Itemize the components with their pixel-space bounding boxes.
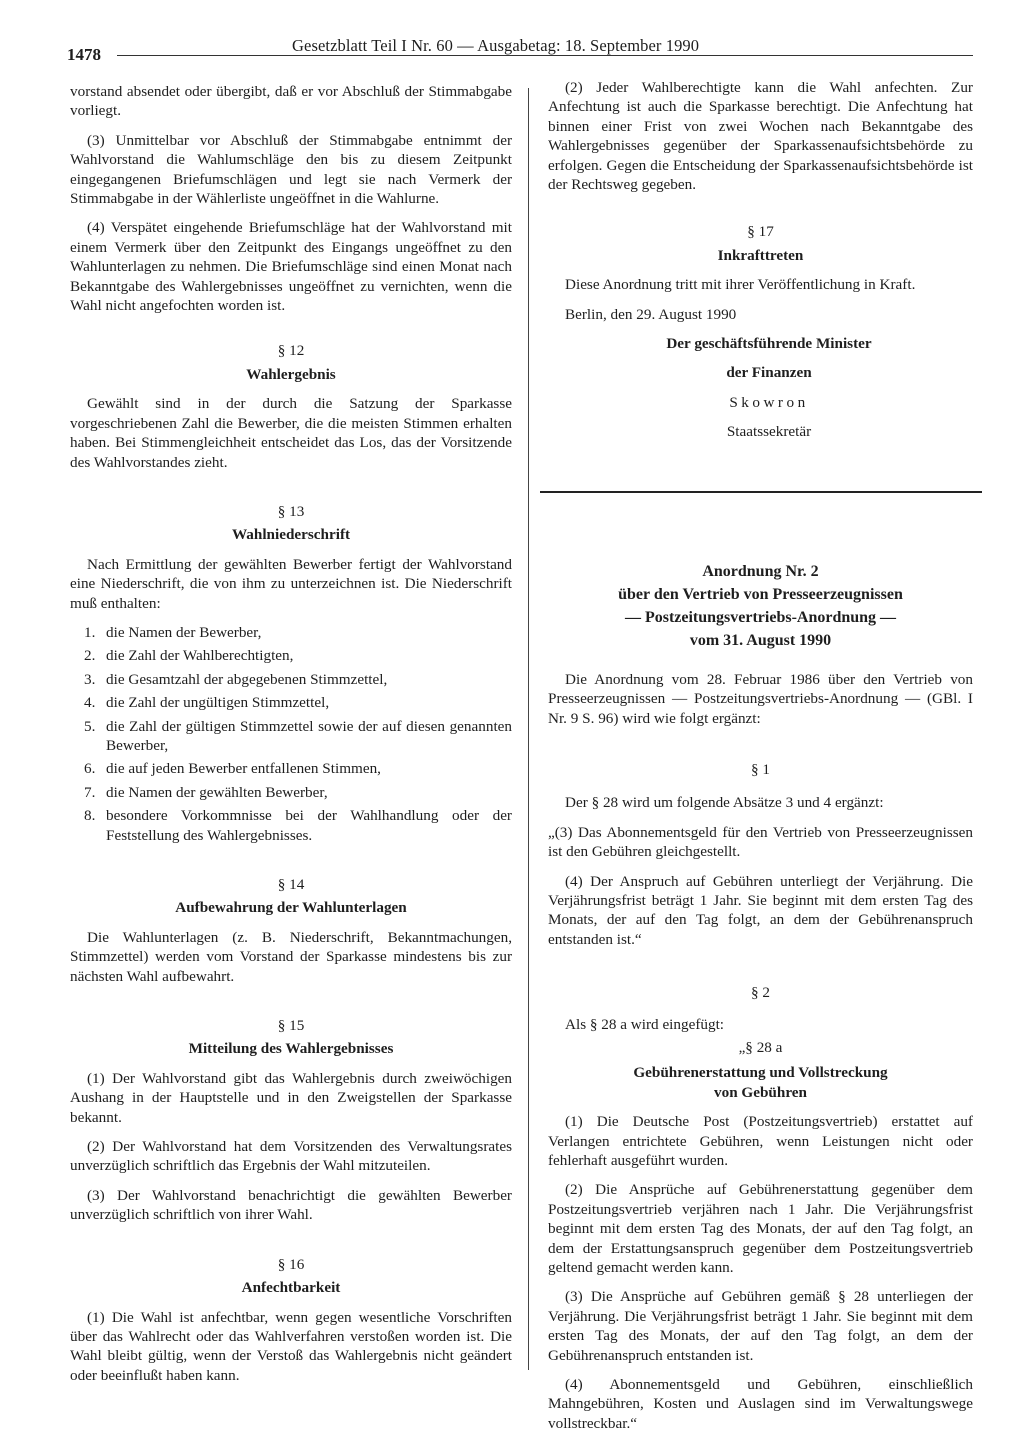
list-item <box>70 806 512 845</box>
list-item <box>70 717 512 756</box>
section-15-number: § 15 <box>277 1017 305 1035</box>
paragraph-15-1: (1) Der Wahlvorstand gibt das Wahlergebnis durch zweiwöchigen Aushang in der Hauptstelle und in den Zweigstellen der Sparkasse bekannt. <box>70 1069 512 1126</box>
list-item-text: die Gesamtzahl der abgegebenen Stimmzettel, <box>106 670 388 688</box>
list-item <box>70 783 512 802</box>
decree-title-line-4: vom 31. August 1990 <box>689 631 832 649</box>
paragraph-15-3: (3) Der Wahlvorstand benachrichtigt die gewählten Bewerber unverzüglich schriftlich von ihrer Wahl. <box>70 1186 512 1224</box>
section-14-title: Aufbewahrung der Wahlunterlagen <box>175 899 407 917</box>
section-16-title: Anfechtbarkeit <box>241 1279 341 1297</box>
section-12-title: Wahlergebnis <box>246 365 336 383</box>
running-head: Gesetzblatt Teil I Nr. 60 — Ausgabetag: 18. September 1990 <box>292 36 700 55</box>
list-13 <box>70 623 512 845</box>
signer-role: Staatssekretär <box>726 423 812 441</box>
paragraph-continued: vorstand absendet oder übergibt, daß er vor Abschluß der Stimmabgabe vorliegt. <box>70 83 512 120</box>
paragraph-17-1: Diese Anordnung tritt mit ihrer Veröffentlichung in Kraft. <box>565 276 916 294</box>
paragraph-a1-2: „(3) Das Abonnementsgeld für den Vertrieb von Presseerzeugnissen ist den Gebühren gleichgestellt. <box>548 823 973 861</box>
list-item-text: die Zahl der Wahlberechtigten, <box>106 647 294 665</box>
place-and-date: Berlin, den 29. August 1990 <box>565 305 737 323</box>
list-item-text: die Namen der Bewerber, <box>106 623 262 641</box>
list-item-text: die Zahl der ungültigen Stimmzettel, <box>106 694 330 712</box>
header-rule <box>117 55 973 56</box>
list-item-number: 2. <box>84 647 96 665</box>
page-number: 1478 <box>67 45 101 64</box>
decree-title-line-3: — Postzeitungsvertriebs-Anordnung — <box>624 608 897 626</box>
paragraph-11-4: (4) Verspätet eingehende Briefumschläge hat der Wahlvorstand mit einem Vermerk über den Zeitpunkt des Eingangs ungeöffnet zu den Wahlunterlagen zu nehmen. Die Briefumschläge sind einen Monat nach Bekanntgabe des Wahlergebnisses ungeöffnet zu vernichten, wenn die Wahl nicht angefochten worden ist. <box>70 219 512 315</box>
paragraph-a1-3: (4) Der Anspruch auf Gebühren unterliegt der Verjährung. Die Verjährungsfrist beträgt 1 Jahr. Sie beginnt mit dem ersten Tag des Monats, der auf den Tag folgt, an dem der Gebührenanspruch entstanden ist.“ <box>548 872 973 948</box>
list-item <box>70 759 512 778</box>
paragraph-12-1: Gewählt sind in der durch die Satzung der Sparkasse vorgeschriebenen Zahl die Bewerber, die die meisten Stimmen erhalten haben. Bei Stimmengleichheit entscheidet das Los, das der Vorsitzende des Wahlvorstandes zieht. <box>70 395 512 471</box>
section-17-number: § 17 <box>747 223 774 241</box>
section-13-number: § 13 <box>277 502 305 520</box>
paragraph-a2-1: Als § 28 a wird eingefügt: <box>565 1015 725 1033</box>
list-item-number: 8. <box>84 807 96 825</box>
paragraph-a1-1: Der § 28 wird um folgende Absätze 3 und 4 ergänzt: <box>565 794 884 812</box>
paragraph-15-2: (2) Der Wahlvorstand hat dem Vorsitzenden des Verwaltungsrates unverzüglich schriftlich das Ergebnis der Wahl mitzuteilen. <box>70 1138 512 1175</box>
list-item-text: besondere Vorkommnisse bei der Wahlhandlung oder der Feststellung des Wahlergebnisses. <box>106 807 512 844</box>
quoted-section-number: „§ 28 a <box>738 1038 783 1056</box>
right-column <box>548 78 973 1443</box>
quoted-section-title-line-2: von Gebühren <box>714 1083 807 1101</box>
article-1-number: § 1 <box>751 760 770 778</box>
section-17-title: Inkrafttreten <box>717 246 804 264</box>
signature-block <box>548 334 973 442</box>
list-item-number: 7. <box>84 783 96 801</box>
left-column <box>70 82 512 1395</box>
column-divider <box>528 88 529 1370</box>
paragraph-a2-2: (1) Die Deutsche Post (Postzeitungsvertrieb) erstattet auf Verlangen entrichtete Gebühren, wenn Leistungen nicht oder fehlerhaft ausgeführt wurden. <box>548 1113 973 1169</box>
paragraph-16-2: (2) Jeder Wahlberechtigte kann die Wahl anfechten. Zur Anfechtung ist auch die Sparkasse berechtigt. Die Anfechtung hat binnen einer Frist von zwei Wochen nach Bekanntgabe des Wahlergebnisses gegenüber der Sparkassenaufsichtsbehörde zu erfolgen. Gegen die Entscheidung der Sparkassenaufsichtsbehörde ist der Rechtsweg gegeben. <box>548 79 973 194</box>
paragraph-16-1: (1) Die Wahl ist anfechtbar, wenn gegen wesentliche Vorschriften über das Wahlrecht oder das Wahlverfahren verstoßen worden ist. Die Wahl bleibt gültig, wenn der Verstoß das Wahlergebnis nicht geändert oder beeinflußt haben kann. <box>70 1308 512 1384</box>
signer-title-line-1: Der geschäftsführende Minister <box>666 335 872 353</box>
signer-title-line-2: der Finanzen <box>726 364 812 382</box>
decree-title-line-2: über den Vertrieb von Presseerzeugnissen <box>618 585 903 603</box>
section-15-title: Mitteilung des Wahlergebnisses <box>188 1040 394 1058</box>
list-item-number: 1. <box>84 623 96 641</box>
section-12-number: § 12 <box>277 342 305 360</box>
list-item <box>70 670 512 689</box>
list-item-number: 4. <box>84 694 96 712</box>
article-2-number: § 2 <box>751 984 770 1002</box>
list-item-text: die Zahl der gültigen Stimmzettel sowie der auf diesen genannten Bewerber, <box>106 717 512 754</box>
list-item-number: 6. <box>84 760 96 778</box>
section-13-title: Wahlniederschrift <box>231 526 351 544</box>
list-item-number: 5. <box>84 717 96 735</box>
paragraph-14-1: Die Wahlunterlagen (z. B. Niederschrift, Bekanntmachungen, Stimmzettel) werden vom Vorstand der Sparkasse mindestens bis zur nächsten Wahl aufbewahrt. <box>70 928 512 985</box>
list-item <box>70 646 512 665</box>
paragraph-a2-4: (3) Die Ansprüche auf Gebühren gemäß § 28 unterliegen der Verjährung. Die Verjährungsfrist beträgt 1 Jahr. Sie beginnt mit dem ersten Tag des Monats, der auf den Tag folgt, an dem der Gebührenanspruch entstanden ist. <box>548 1288 973 1364</box>
list-item-text: die Namen der gewählten Bewerber, <box>106 783 328 801</box>
paragraph-13-1: Nach Ermittlung der gewählten Bewerber fertigt der Wahlvorstand eine Niederschrift, die von ihm zu unterzeichnen ist. Die Niederschrift muß enthalten: <box>70 555 512 612</box>
decree-title-line-1: Anordnung Nr. 2 <box>702 562 819 580</box>
quoted-section-title-line-1: Gebührenerstattung und Vollstreckung <box>633 1064 888 1082</box>
section-16-number: § 16 <box>277 1255 305 1273</box>
decree-intro: Die Anordnung vom 28. Februar 1986 über den Vertrieb von Presseerzeugnissen — Postzeitungsvertriebs-Anordnung — (GBl. I Nr. 9 S. 96) wird wie folgt ergänzt: <box>548 670 973 727</box>
list-item <box>70 623 512 642</box>
paragraph-11-3: (3) Unmittelbar vor Abschluß der Stimmabgabe entnimmt der Wahlvorstand die Wahlumschläge den bis zu diesem Zeitpunkt eingegangenen Briefumschlägen und legt sie nach Vermerk der Stimmabgabe in der Wählerliste ungeöffnet in die Wahlurne. <box>70 131 512 208</box>
signer-name: Skowron <box>729 393 809 411</box>
paragraph-a2-3: (2) Die Ansprüche auf Gebührenerstattung gegenüber dem Postzeitungsvertrieb verjähren nach 1 Jahr. Die Verjährungsfrist beginnt mit dem ersten Tag des Monats, der auf den Tag folgt, an dem der Erstattungsanspruch gegenüber dem Postzeitungsvertrieb geltend gemacht werden kann. <box>548 1181 973 1277</box>
decree-heading <box>548 560 973 652</box>
list-item <box>70 693 512 712</box>
section-14-number: § 14 <box>277 876 305 893</box>
list-item-number: 3. <box>84 670 96 688</box>
paragraph-a2-5: (4) Abonnementsgeld und Gebühren, einschließlich Mahngebühren, Kosten und Auslagen sind im Verwaltungswege vollstreckbar.“ <box>548 1376 973 1432</box>
list-item-text: die auf jeden Bewerber entfallenen Stimmen, <box>106 760 381 778</box>
